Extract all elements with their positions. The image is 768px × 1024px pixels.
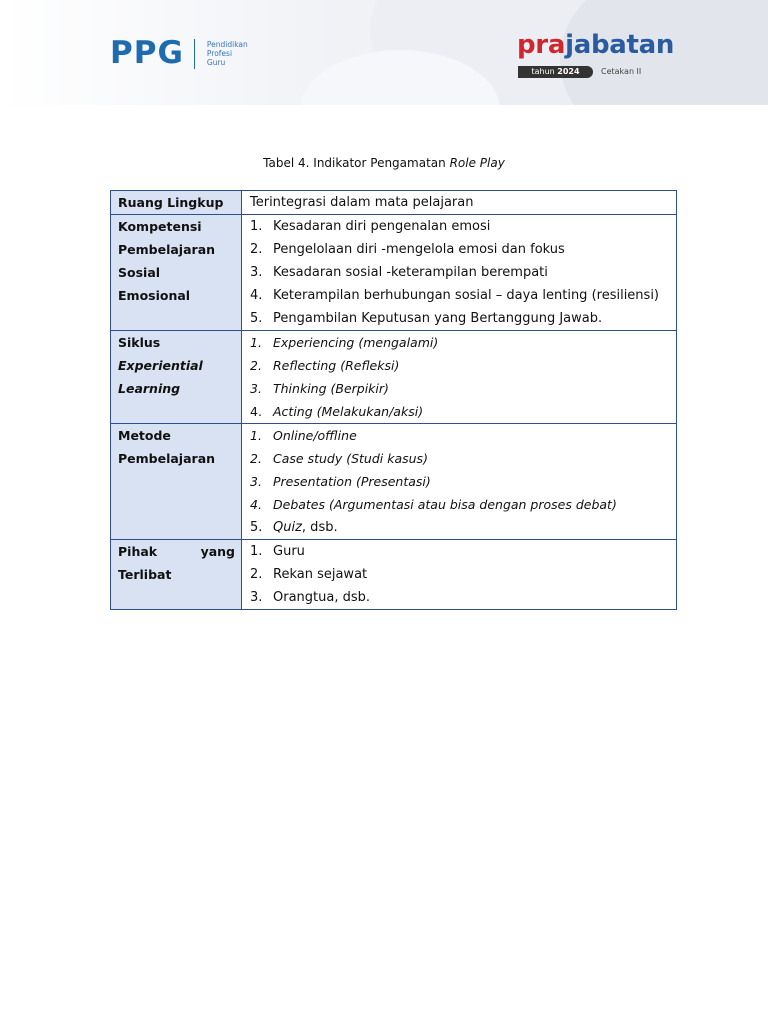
list-item	[250, 307, 670, 330]
ppg-subtitle-line: Profesi	[206, 49, 233, 58]
list-item	[250, 215, 670, 238]
row-items-metode	[242, 424, 677, 540]
row-items-kompetensi	[242, 215, 677, 331]
row-label-ruang-lingkup: Ruang Lingkup	[111, 191, 242, 215]
item-text	[273, 516, 670, 539]
label-line: Pembelajaran	[118, 242, 216, 257]
item-text: Online/offline	[273, 428, 357, 443]
table-caption	[0, 156, 768, 170]
label-word: Pihak	[118, 544, 158, 559]
item-number: 2.	[250, 451, 262, 466]
item-text: Thinking (Berpikir)	[273, 381, 389, 396]
year-badge-label: tahun	[531, 67, 555, 76]
item-number: 1.	[250, 219, 263, 234]
item-text: Acting (Melakukan/aksi)	[273, 404, 424, 419]
list-item	[250, 424, 670, 447]
row-label-pihak	[111, 540, 242, 610]
item-number: 1.	[250, 544, 263, 559]
list-item	[250, 354, 670, 377]
item-text: Presentation (Presentasi)	[273, 474, 431, 489]
year-badge-year: 2024	[557, 67, 580, 76]
item-text: Kesadaran diri pengenalan emosi	[273, 219, 491, 234]
ppg-logo-divider	[194, 39, 195, 69]
edition-label: Cetakan II	[601, 67, 642, 76]
ppg-subtitle-line: Pendidikan	[206, 40, 248, 49]
label-word: yang	[200, 544, 235, 559]
item-text-rest: , dsb.	[301, 520, 338, 535]
row-value-ruang-lingkup: Terintegrasi dalam mata pelajaran	[242, 191, 677, 215]
item-number: 3.	[250, 381, 262, 396]
item-number: 4.	[250, 497, 262, 512]
item-text: Rekan sejawat	[273, 567, 368, 582]
item-number: 5.	[250, 520, 263, 535]
item-number: 5.	[250, 311, 263, 326]
item-text: Guru	[273, 544, 305, 559]
item-number: 2.	[250, 242, 263, 257]
label-line: Terlibat	[118, 567, 172, 582]
item-text: Reflecting (Refleksi)	[273, 358, 400, 373]
item-text: Experiencing (mengalami)	[273, 335, 439, 350]
list-item	[250, 400, 670, 423]
label-line: Experiential	[118, 358, 203, 373]
ppg-subtitle-line: Guru	[206, 58, 226, 67]
table-row	[111, 215, 677, 331]
label-line: Sosial	[118, 265, 161, 280]
item-text: Pengambilan Keputusan yang Bertanggung Jawab.	[273, 311, 603, 326]
item-text-italic: Quiz	[273, 520, 302, 535]
table-caption-italic: Role Play	[449, 156, 505, 170]
item-number: 4.	[250, 404, 262, 419]
row-items-siklus	[242, 331, 677, 424]
table-row	[111, 540, 677, 610]
list-item	[250, 377, 670, 400]
list-item	[250, 563, 670, 586]
list-item	[250, 261, 670, 284]
item-number: 3.	[250, 474, 262, 489]
year-badge	[518, 66, 593, 78]
list-item	[250, 540, 670, 563]
item-text: Case study (Studi kasus)	[273, 451, 428, 466]
row-label-siklus	[111, 331, 242, 424]
label-line	[118, 540, 235, 563]
list-item	[250, 470, 670, 493]
label-spacer	[118, 586, 235, 609]
prajabatan-logo-jabatan: jabatan	[565, 30, 675, 60]
label-line: Pembelajaran	[118, 451, 216, 466]
list-item	[250, 586, 670, 609]
item-text: Pengelolaan diri -mengelola emosi dan fokus	[273, 242, 565, 257]
list-item	[250, 493, 670, 516]
item-number: 4.	[250, 288, 263, 303]
row-label-kompetensi	[111, 215, 242, 331]
ppg-logo-text: PPG	[110, 35, 184, 71]
label-line: Learning	[118, 381, 181, 396]
label-line: Kompetensi	[118, 219, 202, 234]
indicator-table	[110, 190, 677, 610]
page-header	[0, 0, 768, 105]
ppg-logo-subtitle	[207, 40, 248, 67]
item-number: 3.	[250, 265, 263, 280]
ppg-logo	[110, 35, 248, 71]
label-line: Siklus	[118, 335, 161, 350]
item-number: 2.	[250, 567, 263, 582]
list-item	[250, 284, 670, 307]
table-row	[111, 331, 677, 424]
row-label-metode	[111, 424, 242, 540]
item-text: Keterampilan berhubungan sosial – daya lenting (resiliensi)	[273, 288, 660, 303]
list-item	[250, 447, 670, 470]
item-number: 1.	[250, 428, 262, 443]
table-row	[111, 424, 677, 540]
label-line: Emosional	[118, 288, 191, 303]
item-number: 3.	[250, 590, 263, 605]
list-item	[250, 516, 670, 539]
table-caption-prefix: Tabel 4. Indikator Pengamatan	[263, 156, 450, 170]
item-text: Orangtua, dsb.	[273, 590, 371, 605]
row-items-pihak	[242, 540, 677, 610]
table-row	[111, 191, 677, 215]
item-text: Kesadaran sosial -keterampilan berempati	[273, 265, 548, 280]
item-text: Debates (Argumentasi atau bisa dengan proses debat)	[273, 497, 617, 512]
prajabatan-logo	[517, 32, 674, 58]
item-number: 1.	[250, 335, 262, 350]
label-line: Metode	[118, 428, 171, 443]
item-number: 2.	[250, 358, 262, 373]
prajabatan-logo-pra: pra	[517, 30, 566, 60]
list-item	[250, 238, 670, 261]
list-item	[250, 331, 670, 354]
